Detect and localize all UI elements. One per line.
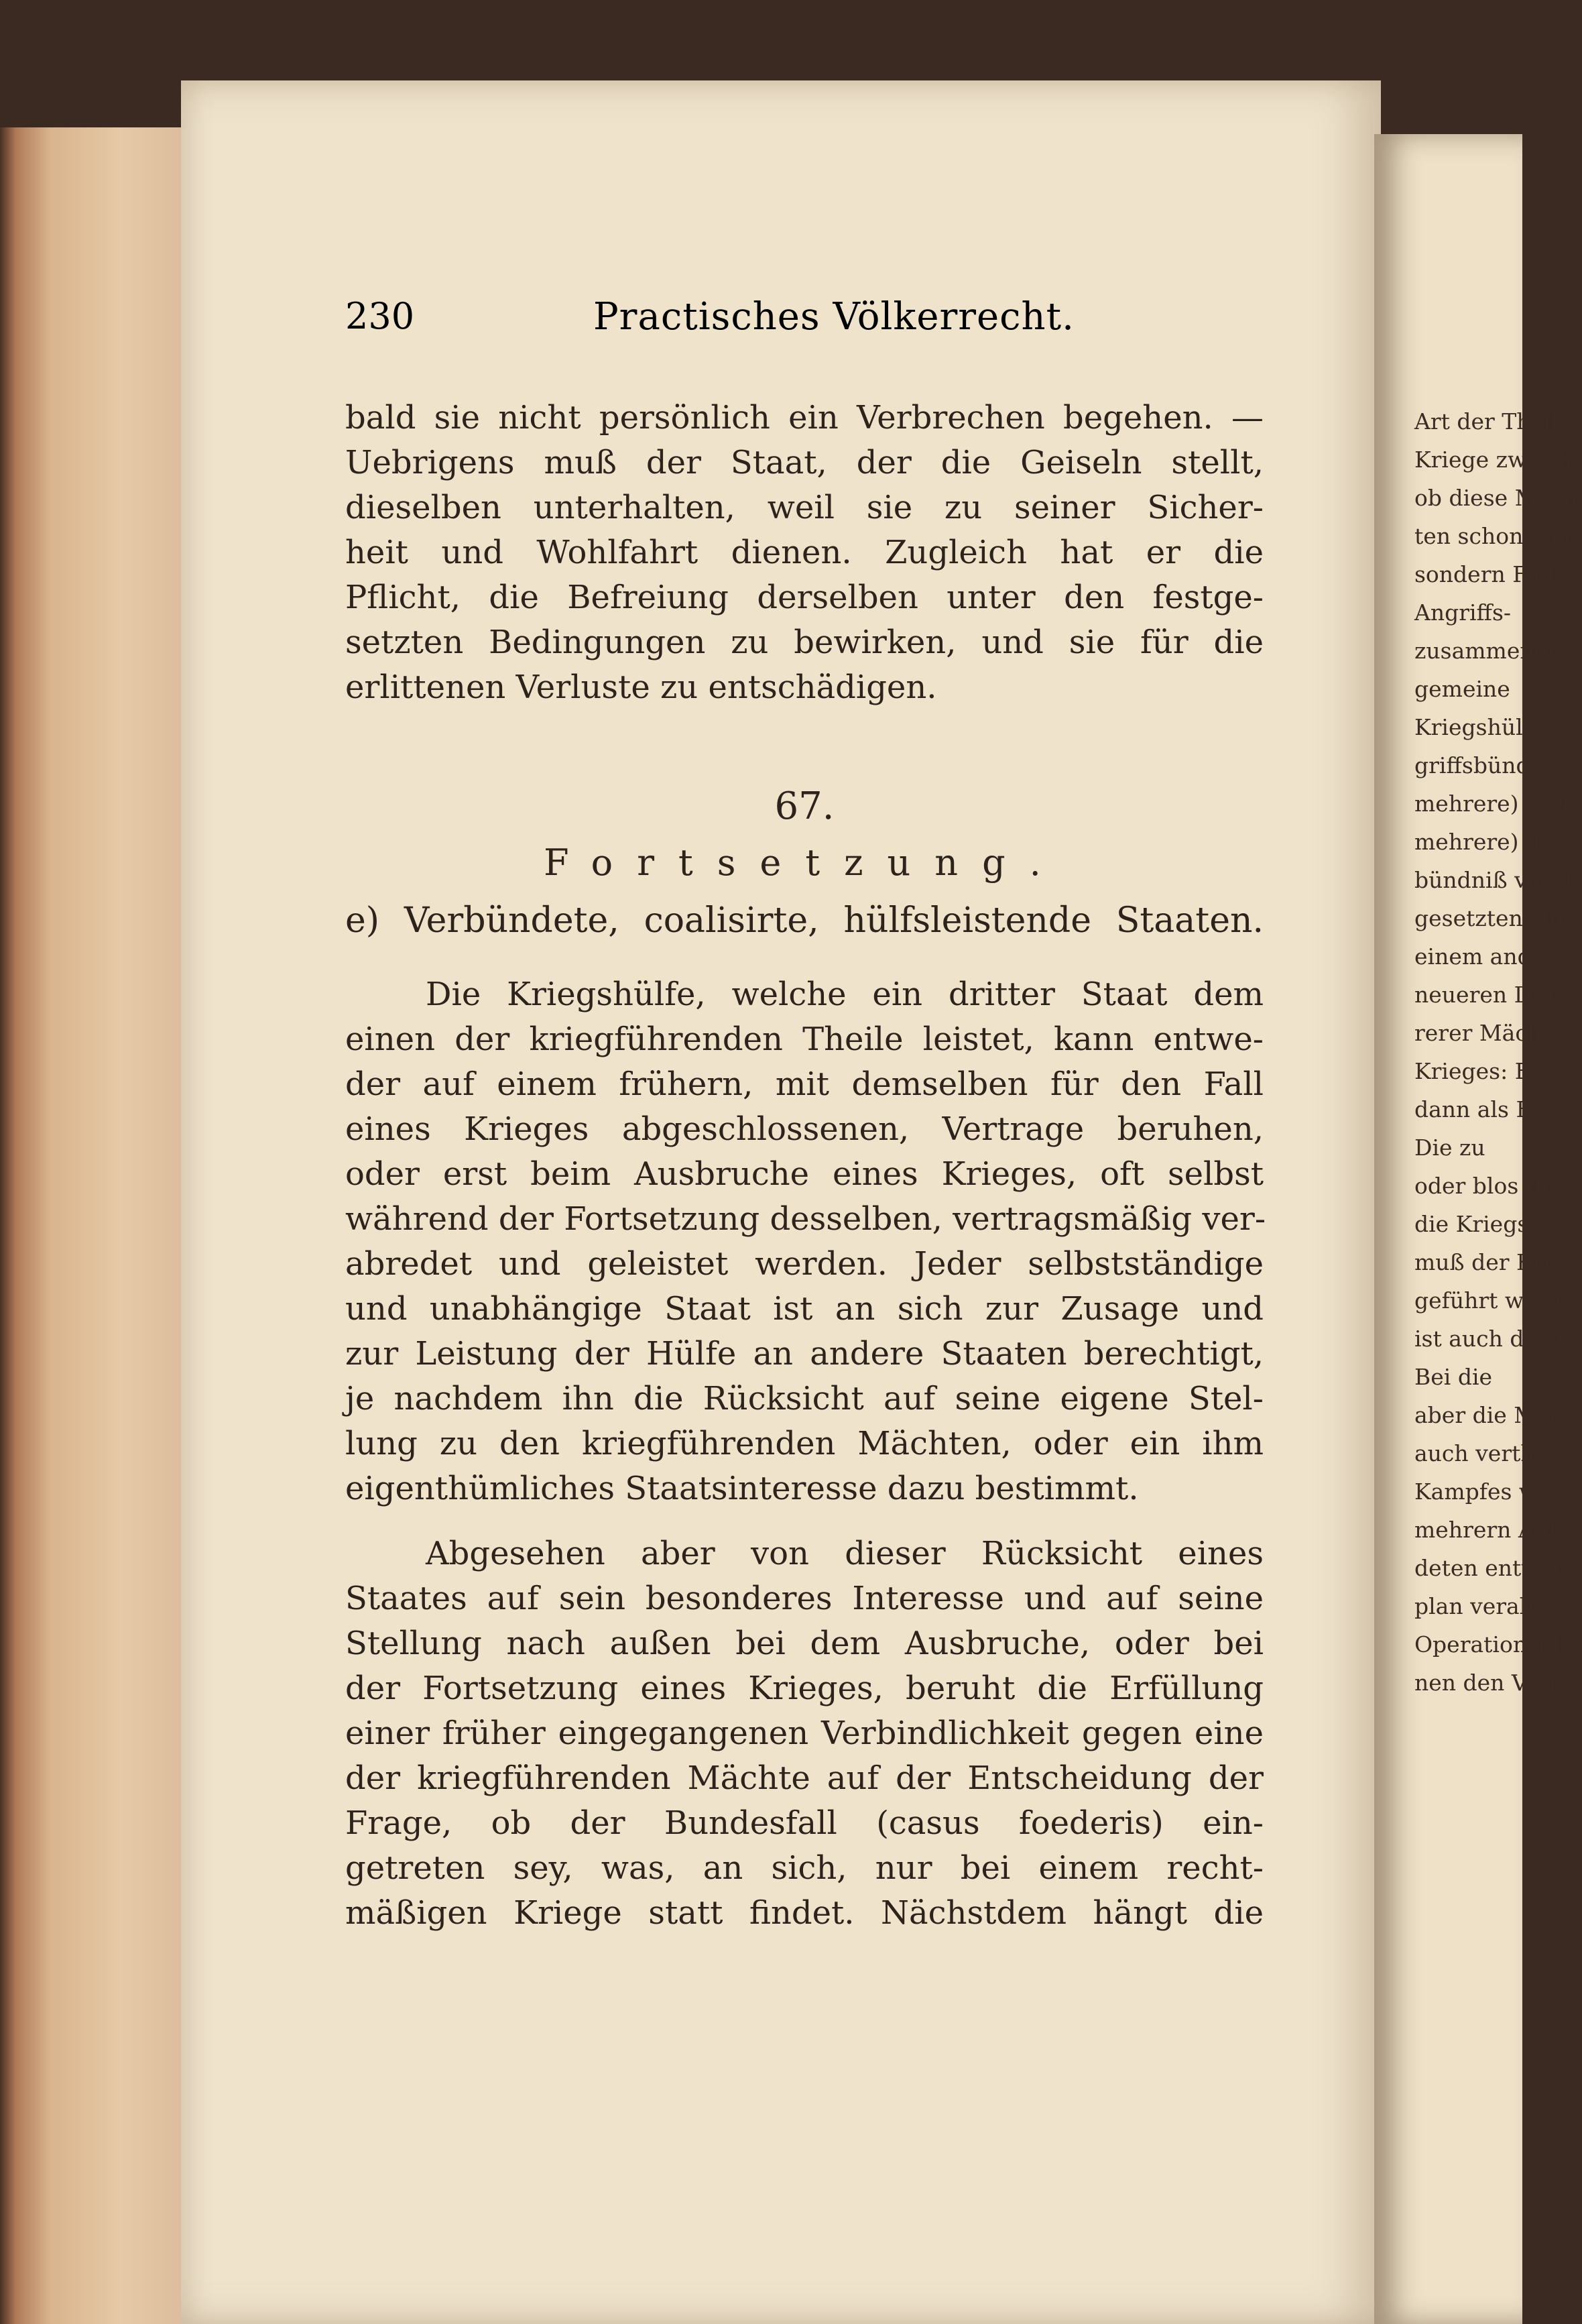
paragraph-3-line: getreten sey, was, an sich, nur bei einem recht- [345,1849,1264,1887]
right-page-line: die Kriegsh [1414,1211,1543,1237]
right-page-line: Kriege zwisch [1414,447,1572,473]
paragraph-2-line: während der Fortsetzung desselben, vertragsmäßig ver- [345,1200,1266,1238]
paragraph-2-line: und unabhängige Staat ist an sich zur Zusage und [345,1290,1264,1328]
right-page-line: gemeine [1414,676,1510,702]
section-number: 67. [774,785,835,828]
paragraph-2-line: eines Krieges abgeschlossenen, Vertrage beruhen, [345,1110,1264,1148]
running-title: Practisches Völkerrecht. [593,295,1075,339]
paragraph-2-line: abredet und geleistet werden. Jeder selbstständige [345,1245,1264,1283]
right-page-line: neueren Dipl [1414,982,1561,1008]
right-page-line: Angriffs- [1414,599,1512,626]
right-page-line: aber die Mac [1414,1402,1563,1428]
paragraph-1-line: erlittenen Verluste zu entschädigen. [345,669,937,706]
paragraph-2-line: lung zu den kriegführenden Mächten, oder ein ihm [345,1425,1264,1462]
book-page-edges [0,127,201,2324]
paragraph-3-line: mäßigen Kriege statt findet. Nächstdem hängt die [345,1894,1264,1932]
section-title: Fortsetzung. [544,841,1065,884]
right-page-line: Die zu [1414,1135,1485,1161]
paragraph-3-line: einer früher eingegangenen Verbindlichkeit gegen eine [345,1715,1264,1752]
paragraph-3-line: der Fortsetzung eines Krieges, beruht die Erfüllung [345,1670,1264,1707]
right-page-line: Art der Theil [1414,408,1559,434]
right-page-line: ob diese Mäch [1414,485,1577,511]
page-header [345,295,1264,349]
paragraph-3-line: Stellung nach außen bei dem Ausbruche, oder bei [345,1625,1264,1662]
right-page-line: nen den Verb [1414,1670,1564,1696]
right-page-line: Bei die [1414,1364,1493,1390]
right-page-line: einem andern [1414,943,1570,970]
right-page [1374,134,1582,2324]
paragraph-2-line: Die Kriegshülfe, welche ein dritter Staat dem [426,976,1264,1013]
right-page-line: ten schon läng [1414,523,1579,549]
right-page-margin-text [1374,402,1582,1702]
right-page-line: Krieges: E [1414,1058,1531,1084]
right-page-line: oder blos th [1414,1173,1549,1199]
paragraph-3-line: der kriegführenden Mächte auf der Entscheidung der [345,1759,1264,1797]
right-page-line: deten entwed [1414,1555,1568,1581]
right-page-line: bündniß verpf [1414,867,1573,893]
paragraph-3-line: Frage, ob der Bundesfall (casus foederis) ein- [345,1804,1264,1842]
paragraph-1-line: setzten Bedingungen zu bewirken, und sie für die [345,624,1264,661]
paragraph-2-line: einen der kriegführenden Theile leistet, kann entwe- [345,1021,1264,1058]
right-page-line: griffsbündniß [1414,752,1567,778]
page-number: 230 [345,295,415,337]
paragraph-2-line: eigenthümliches Staatsinteresse dazu bestimmt. [345,1470,1139,1507]
right-page-line: Kampfes we [1414,1478,1551,1505]
right-page-line: dann als Ei [1414,1096,1540,1122]
right-page-line: Operationspl [1414,1631,1560,1658]
right-page-line: Kriegshülfe [1414,714,1544,740]
right-page-line: mehrere) den [1414,829,1567,855]
paragraph-1-line: heit und Wohlfahrt dienen. Zugleich hat er die [345,534,1264,571]
paragraph-1-line: Uebrigens muß der Staat, der die Geiseln stellt, [345,444,1264,481]
right-page-line: zusammenge [1414,638,1562,664]
paragraph-2-line: der auf einem frühern, mit demselben für den Fall [345,1065,1264,1103]
right-page-line: ist auch der Fe [1414,1326,1582,1352]
paragraph-2-line: je nachdem ihn die Rücksicht auf seine eigene Stel- [345,1380,1264,1417]
paragraph-1-line: bald sie nicht persönlich ein Verbrechen begehen. — [345,399,1264,437]
right-page-line: auch verth [1414,1440,1535,1466]
right-page-line: rerer Mäch [1414,1020,1542,1046]
section-subtitle: e) Verbündete, coalisirte, hülfsleistende Staaten. [345,900,1264,941]
paragraph-2-line: oder erst beim Ausbruche eines Krieges, oft selbst [345,1155,1264,1193]
right-page-line: geführt werde [1414,1287,1575,1314]
paragraph-1-line: dieselben unterhalten, weil sie zu seiner Sicher- [345,489,1264,526]
right-page-line: sondern Fall [1414,561,1554,587]
right-page-line: mehrern Anf [1414,1517,1557,1543]
paragraph-3-line: Abgesehen aber von dieser Rücksicht eines [426,1535,1264,1572]
right-page-line: muß der Kri [1414,1249,1550,1275]
paragraph-3-line: Staates auf sein besonderes Interesse und auf seine [345,1580,1264,1617]
right-page-line: mehrere) verb [1414,791,1577,817]
paragraph-2-line: zur Leistung der Hülfe an andere Staaten berechtigt, [345,1335,1264,1373]
paragraph-1-line: Pflicht, die Befreiung derselben unter den festge- [345,579,1264,616]
right-page-line: gesetzten Hül [1414,905,1571,931]
right-page-line: plan verabre [1414,1593,1558,1619]
